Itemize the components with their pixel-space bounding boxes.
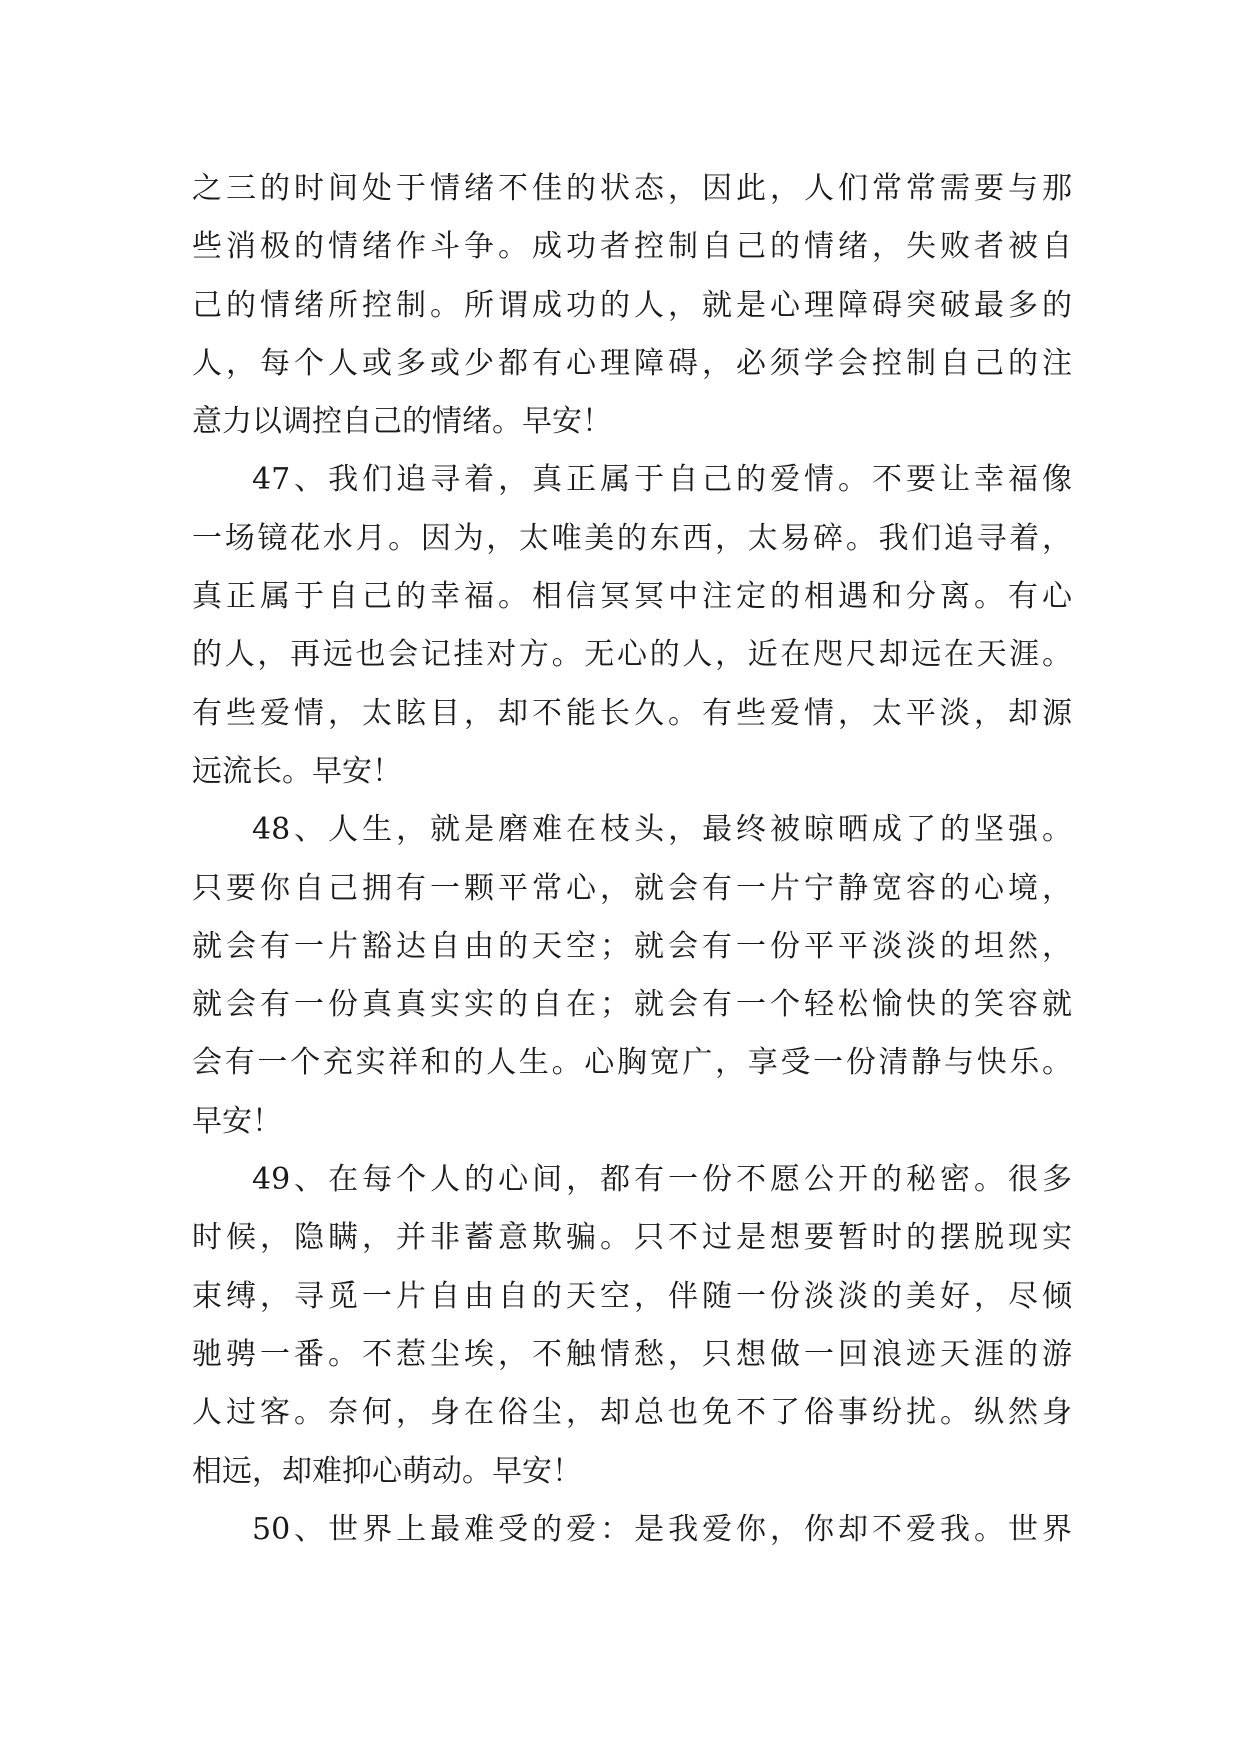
- document-body: [192, 160, 1072, 1559]
- paragraph-50-line: 50、世界上最难受的爱：是我爱你，你却不爱我。世界: [252, 1511, 1072, 1547]
- body-line: 人，每个人或多或少都有心理障碍，必须学会控制自己的注: [192, 345, 1072, 381]
- body-line: 就会有一片豁达自由的天空；就会有一份平平淡淡的坦然，: [192, 928, 1072, 964]
- body-line: 远流长。早安！: [192, 753, 402, 789]
- body-line: 会有一个充实祥和的人生。心胸宽广，享受一份清静与快乐。: [192, 1045, 1072, 1081]
- paragraph-47-line: 47、我们追寻着，真正属于自己的爱情。不要让幸福像: [252, 462, 1072, 498]
- body-line: 一场镜花水月。因为，太唯美的东西，太易碎。我们追寻着，: [192, 520, 1072, 556]
- paragraph-48-line: 48、人生，就是磨难在枝头，最终被晾晒成了的坚强。: [252, 812, 1072, 848]
- body-line: 就会有一份真真实实的自在；就会有一个轻松愉快的笑容就: [192, 987, 1072, 1023]
- body-line: 些消极的情绪作斗争。成功者控制自己的情绪，失败者被自: [192, 229, 1072, 265]
- body-line: 相远，却难抑心萌动。早安！: [192, 1453, 582, 1489]
- paragraph-49-line: 49、在每个人的心间，都有一份不愿公开的秘密。很多: [252, 1162, 1072, 1198]
- body-line: 驰骋一番。不惹尘埃，不触情愁，只想做一回浪迹天涯的游: [192, 1336, 1072, 1372]
- body-line: 早安！: [192, 1103, 282, 1139]
- body-line: 的人，再远也会记挂对方。无心的人，近在咫尺却远在天涯。: [192, 637, 1072, 673]
- body-line: 人过客。奈何，身在俗尘，却总也免不了俗事纷扰。纵然身: [192, 1395, 1072, 1431]
- body-line: 只要你自己拥有一颗平常心，就会有一片宁静宽容的心境，: [192, 870, 1072, 906]
- body-line: 己的情绪所控制。所谓成功的人，就是心理障碍突破最多的: [192, 287, 1072, 323]
- body-line: 束缚，寻觅一片自由自的天空，伴随一份淡淡的美好，尽倾: [192, 1278, 1072, 1314]
- body-line: 意力以调控自己的情绪。早安！: [192, 404, 612, 440]
- body-line: 有些爱情，太眩目，却不能长久。有些爱情，太平淡，却源: [192, 695, 1072, 731]
- body-line: 时候，隐瞒，并非蓄意欺骗。只不过是想要暂时的摆脱现实: [192, 1220, 1072, 1256]
- body-line: 之三的时间处于情绪不佳的状态，因此，人们常常需要与那: [192, 171, 1072, 206]
- body-line: 真正属于自己的幸福。相信冥冥中注定的相遇和分离。有心: [192, 579, 1072, 615]
